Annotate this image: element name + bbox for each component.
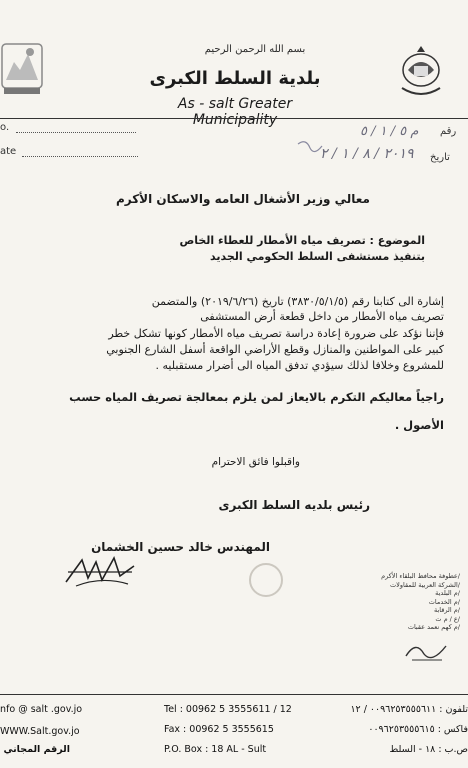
date-label-ar: تاريخ	[430, 152, 450, 163]
footer-email: nfo @ salt .gov.jo	[0, 704, 83, 715]
paragraph-1-line-2: تصريف مياه الأمطار من داخل قطعة أرض المستشفى	[200, 310, 444, 323]
subject-line-2: بتنفيذ مستشفى السلط الحكومي الجديد	[209, 250, 425, 263]
cc-item: /م الرقابة	[433, 606, 460, 614]
cc-item: /م البلدية	[435, 589, 460, 597]
municipality-title-arabic: بلدية السلط الكبرى	[149, 68, 321, 89]
ref-number-handwritten: م ٥ / ١ / ٥	[360, 124, 419, 139]
crest-icon	[398, 44, 444, 106]
salt-logo-icon	[0, 40, 46, 100]
addressee: معالي وزير الأشغال العامه والاسكان الأكرم	[115, 192, 370, 206]
date-line	[22, 156, 138, 157]
footer-tel-ar: تلفون : ٠٠٩٦٢٥٣٥٥٥٦١١ / ١٢	[350, 704, 468, 715]
faint-stamp	[246, 560, 286, 600]
municipality-logo	[0, 40, 46, 100]
date-handwritten: ٢٠١٩ / ٨ / ١ / ٢	[320, 146, 414, 162]
header-divider	[0, 118, 468, 119]
signature-org: رئيس بلديه السلط الكبرى	[218, 498, 370, 512]
cc-item: /م الخدمات	[428, 597, 460, 606]
ref-number-label-ar: رقم	[440, 126, 457, 137]
initials-mark	[402, 636, 452, 666]
paragraph-2-line-3: للمشروع وخلافا لذلك سيؤدي تدفق المياه الى أضرار مستقبليه .	[155, 359, 444, 372]
request-line-1: راجياً معاليكم التكرم بالايعاز لمن يلزم بمعالجة تصريف المياه حسب	[69, 390, 444, 404]
cc-item: /الشركة العربية للمقاولات	[390, 580, 460, 589]
jordan-crest	[398, 44, 444, 106]
ref-number-line	[16, 132, 136, 133]
ref-number-label-en: o.	[0, 122, 10, 133]
subject-line-1: الموضوع : تصريف مياه الأمطار للعطاء الخاص	[179, 234, 425, 247]
paragraph-1-line-1: إشارة الى كتابنا رقم (٣٨٣٠/٥/١/٥) تاريخ (٢٠١٩/٦/٢٦) والمتضمن	[151, 295, 444, 308]
paragraph-2-line-2: كبير على المواطنين والمنازل وقطع الأراضي الواقعة أسفل الشارع الجنوبي	[106, 343, 444, 356]
paragraph-2-line-1: فإننا نؤكد على ضرورة إعادة دراسة تصريف مياه الأمطار كونها تشكل خطر	[108, 327, 444, 340]
footer-divider	[0, 694, 468, 695]
cc-item: /م كهم نعمد عقبات	[407, 623, 460, 631]
signature-name: المهندس خالد حسين الخشمان	[91, 540, 270, 554]
date-label-en: ate	[0, 146, 17, 157]
footer-tel: Tel : 00962 5 3555611 / 12	[164, 704, 292, 715]
footer-pobox-ar: ص.ب : ١٨ - السلط	[389, 744, 468, 755]
footer-fax-ar: فاكس : ٠٠٩٦٢٥٣٥٥٥٦١٥	[368, 724, 468, 735]
footer-website: WWW.Salt.gov.jo	[0, 726, 80, 737]
municipality-title-english: As - salt Greater Municipality	[177, 96, 293, 128]
closing-phrase: واقبلوا فائق الاحترام	[211, 456, 300, 468]
cc-item: /ع / م ت	[435, 614, 460, 623]
cc-item: /عطوفة محافظ البلقاء الأكرم	[381, 572, 460, 580]
footer-fax: Fax : 00962 5 3555615	[164, 724, 274, 735]
footer-pobox: P.O. Box : 18 AL - Sult	[164, 744, 267, 755]
cc-list	[300, 572, 460, 632]
handwritten-mark-icon	[296, 138, 326, 160]
footer-toll-free: الرقم المجاني	[3, 744, 70, 755]
request-line-2: الأصول .	[394, 418, 444, 432]
handwritten-signature	[62, 552, 140, 590]
basmala: بسم الله الرحمن الرحيم	[204, 44, 306, 55]
